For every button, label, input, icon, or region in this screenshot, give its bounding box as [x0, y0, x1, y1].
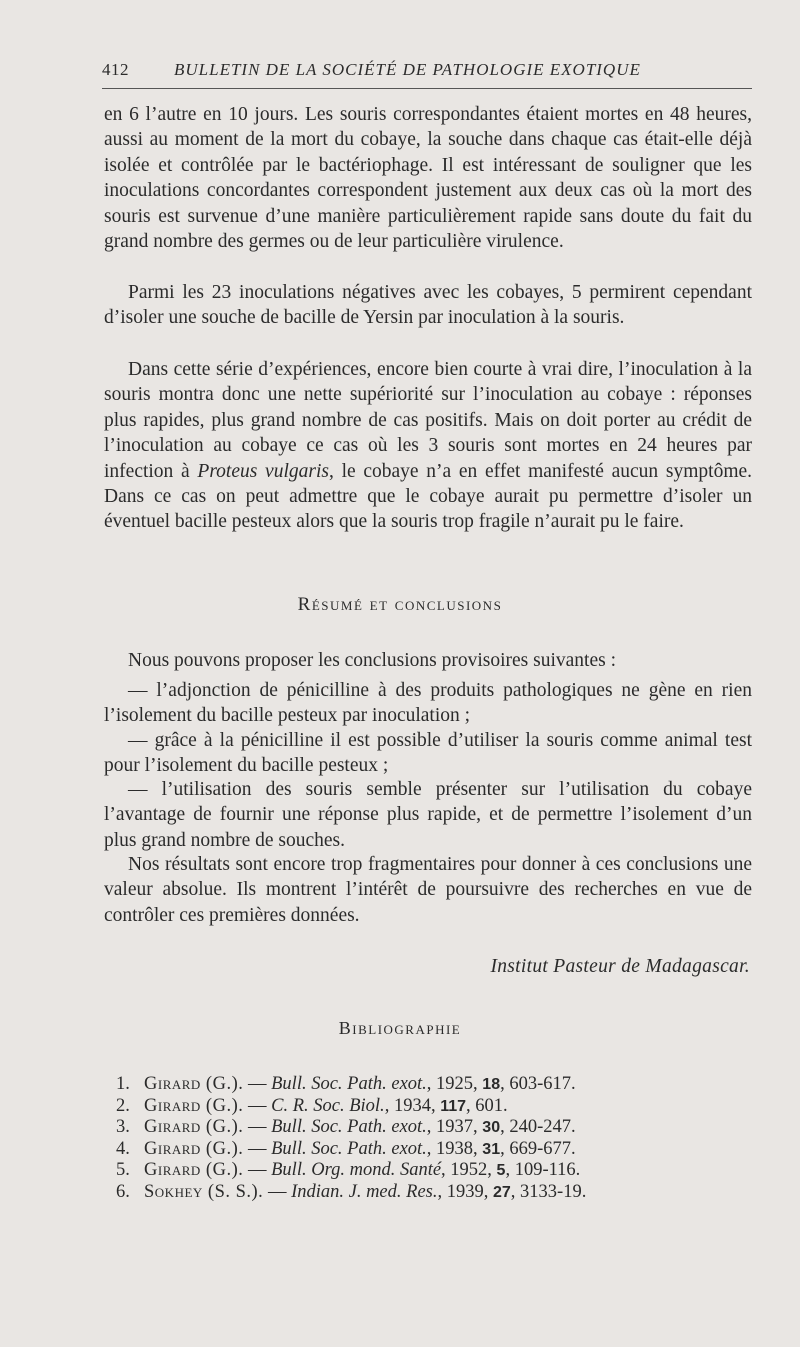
bibliography-entry [116, 1182, 756, 1204]
entry-pages: , 601. [466, 1095, 508, 1116]
entry-volume: 5 [496, 1162, 506, 1179]
entry-author: Girard (G.). [144, 1074, 244, 1094]
paragraph-text: Parmi les 23 inoculations négatives avec les cobayes, 5 permirent cependant d’isoler une souche de bacille de Yersin par inoculation à la souris. [104, 282, 752, 329]
entry-author: Girard (G.). [144, 1117, 244, 1137]
entry-number: 1. [116, 1074, 130, 1094]
header-rule [102, 88, 752, 89]
conclusion-item-2 [104, 728, 752, 779]
paragraph-text-part: Dans cette série d’expériences, encore bien courte à vrai dire, l’inoculation à la souris montra donc une nette supériorité sur l’inoculation au cobaye : réponses plus rapides, plus grand nombre de cas positifs. Mais on doit porter au crédit de l’inoculation au cobaye ce cas où les 3 souris sont mortes en 24 heures par infection à [104, 359, 752, 482]
paragraph-text: Nos résultats sont encore trop fragmentaires pour donner à ces conclusions une valeur absolue. Ils montrent l’intérêt de poursuivre des recherches en vue de contrôler ces premières données. [104, 854, 752, 926]
entry-year: , 1939, [437, 1181, 493, 1202]
paragraph-text: Nous pouvons proposer les conclusions provisoires suivantes : [128, 650, 616, 671]
entry-pages: , 3133-19. [510, 1181, 587, 1202]
entry-journal: Bull. Soc. Path. exot. [271, 1074, 427, 1094]
entry-year: , 1937, [426, 1117, 483, 1137]
entry-pages: , 109-116. [505, 1160, 581, 1180]
paragraph-text: en 6 l’autre en 10 jours. Les souris correspondantes étaient mortes en 48 heures, aussi au moment de la mort du cobaye, la souche dans chaque cas était-elle déjà isolée et contrôlée par le bactériophage. Il est intéressant de souligner que les inoculations concordantes correspondent justement aux deux cas où la mort des souris est survenue d’une manière particulièrement rapide sans doute du fait du grand nombre des germes ou de leur particulière virulence. [104, 104, 752, 253]
entry-pages: , 603-617. [500, 1074, 576, 1094]
entry-volume: 31 [482, 1140, 501, 1158]
species-name: Proteus vulgaris [197, 460, 329, 482]
paragraph-text: — grâce à la pénicilline il est possible d’utiliser la souris comme animal test pour l’isolement du bacille pesteux ; [104, 730, 752, 777]
entry-year: , 1934, [384, 1095, 441, 1116]
entry-author: Girard (G.). [144, 1095, 244, 1116]
paragraph-text: — l’utilisation des souris semble présenter sur l’utilisation du cobaye l’avantage de fournir une réponse plus rapide, et de permettre l’isolement d’un plus grand nombre de souches. [104, 779, 752, 851]
paragraph-text-part: , le cobaye n’a en effet manifesté aucun symptôme. Dans ce cas on peut admettre que le cobaye aurait pu permettre d’isoler un éventuel bacille pesteux alors que la souris trop fragile n’aurait pu le faire. [104, 460, 753, 533]
entry-separator: — [263, 1181, 292, 1202]
entry-number: 6. [116, 1181, 130, 1202]
running-title: BULLETIN DE LA SOCIÉTÉ DE PATHOLOGIE EXOTIQUE [174, 60, 641, 79]
institution-signature: Institut Pasteur de Madagascar. [490, 956, 750, 977]
entry-pages: , 240-247. [500, 1117, 576, 1137]
conclusion-item-3 [104, 777, 752, 853]
entry-author: Girard (G.). [144, 1160, 244, 1180]
paragraph-4 [104, 648, 752, 673]
conclusion-item-1 [104, 678, 752, 729]
bibliography-entry [116, 1160, 756, 1182]
bibliography-entry [116, 1117, 756, 1139]
entry-year: , 1925, [426, 1074, 483, 1094]
paragraph-2 [104, 280, 752, 331]
entry-journal: Bull. Soc. Path. exot. [271, 1138, 427, 1159]
entry-author: Girard (G.). [144, 1138, 244, 1159]
entry-journal: Indian. J. med. Res. [291, 1181, 438, 1202]
paragraph-3 [104, 357, 752, 535]
bibliography-entry [116, 1139, 756, 1161]
entry-volume: 27 [492, 1183, 511, 1201]
entry-number: 5. [116, 1160, 130, 1180]
entry-separator: — [243, 1074, 272, 1094]
entry-author: Sokhey (S. S.). [144, 1181, 264, 1202]
paragraph-1 [104, 102, 752, 254]
entry-number: 3. [116, 1117, 130, 1137]
entry-year: , 1952, [441, 1160, 497, 1180]
paragraph-8 [104, 852, 752, 928]
entry-journal: Bull. Soc. Path. exot. [271, 1117, 427, 1137]
entry-separator: — [243, 1117, 272, 1137]
paragraph-text [104, 357, 752, 535]
running-header [102, 58, 752, 86]
entry-separator: — [243, 1138, 272, 1159]
entry-volume: 30 [482, 1119, 501, 1136]
entry-separator: — [243, 1095, 272, 1116]
entry-pages: , 669-677. [500, 1138, 576, 1159]
bibliography-heading: Bibliographie [338, 1018, 462, 1038]
entry-number: 2. [116, 1095, 130, 1116]
entry-year: , 1938, [426, 1138, 483, 1159]
entry-volume: 18 [482, 1076, 501, 1093]
entry-journal: C. R. Soc. Biol. [271, 1095, 385, 1116]
entry-volume: 117 [440, 1097, 466, 1115]
section-heading: Résumé et conclusions [297, 594, 503, 615]
entry-separator: — [243, 1160, 272, 1180]
paragraph-text: — l’adjonction de pénicilline à des produits pathologiques ne gène en rien l’isolement du bacille pesteux par inoculation ; [104, 680, 752, 727]
bibliography-list [116, 1074, 756, 1203]
entry-number: 4. [116, 1138, 130, 1159]
entry-journal: Bull. Org. mond. Santé [271, 1160, 442, 1180]
page-number: 412 [102, 60, 129, 79]
bibliography-entry [116, 1096, 756, 1118]
bibliography-entry [116, 1074, 756, 1096]
